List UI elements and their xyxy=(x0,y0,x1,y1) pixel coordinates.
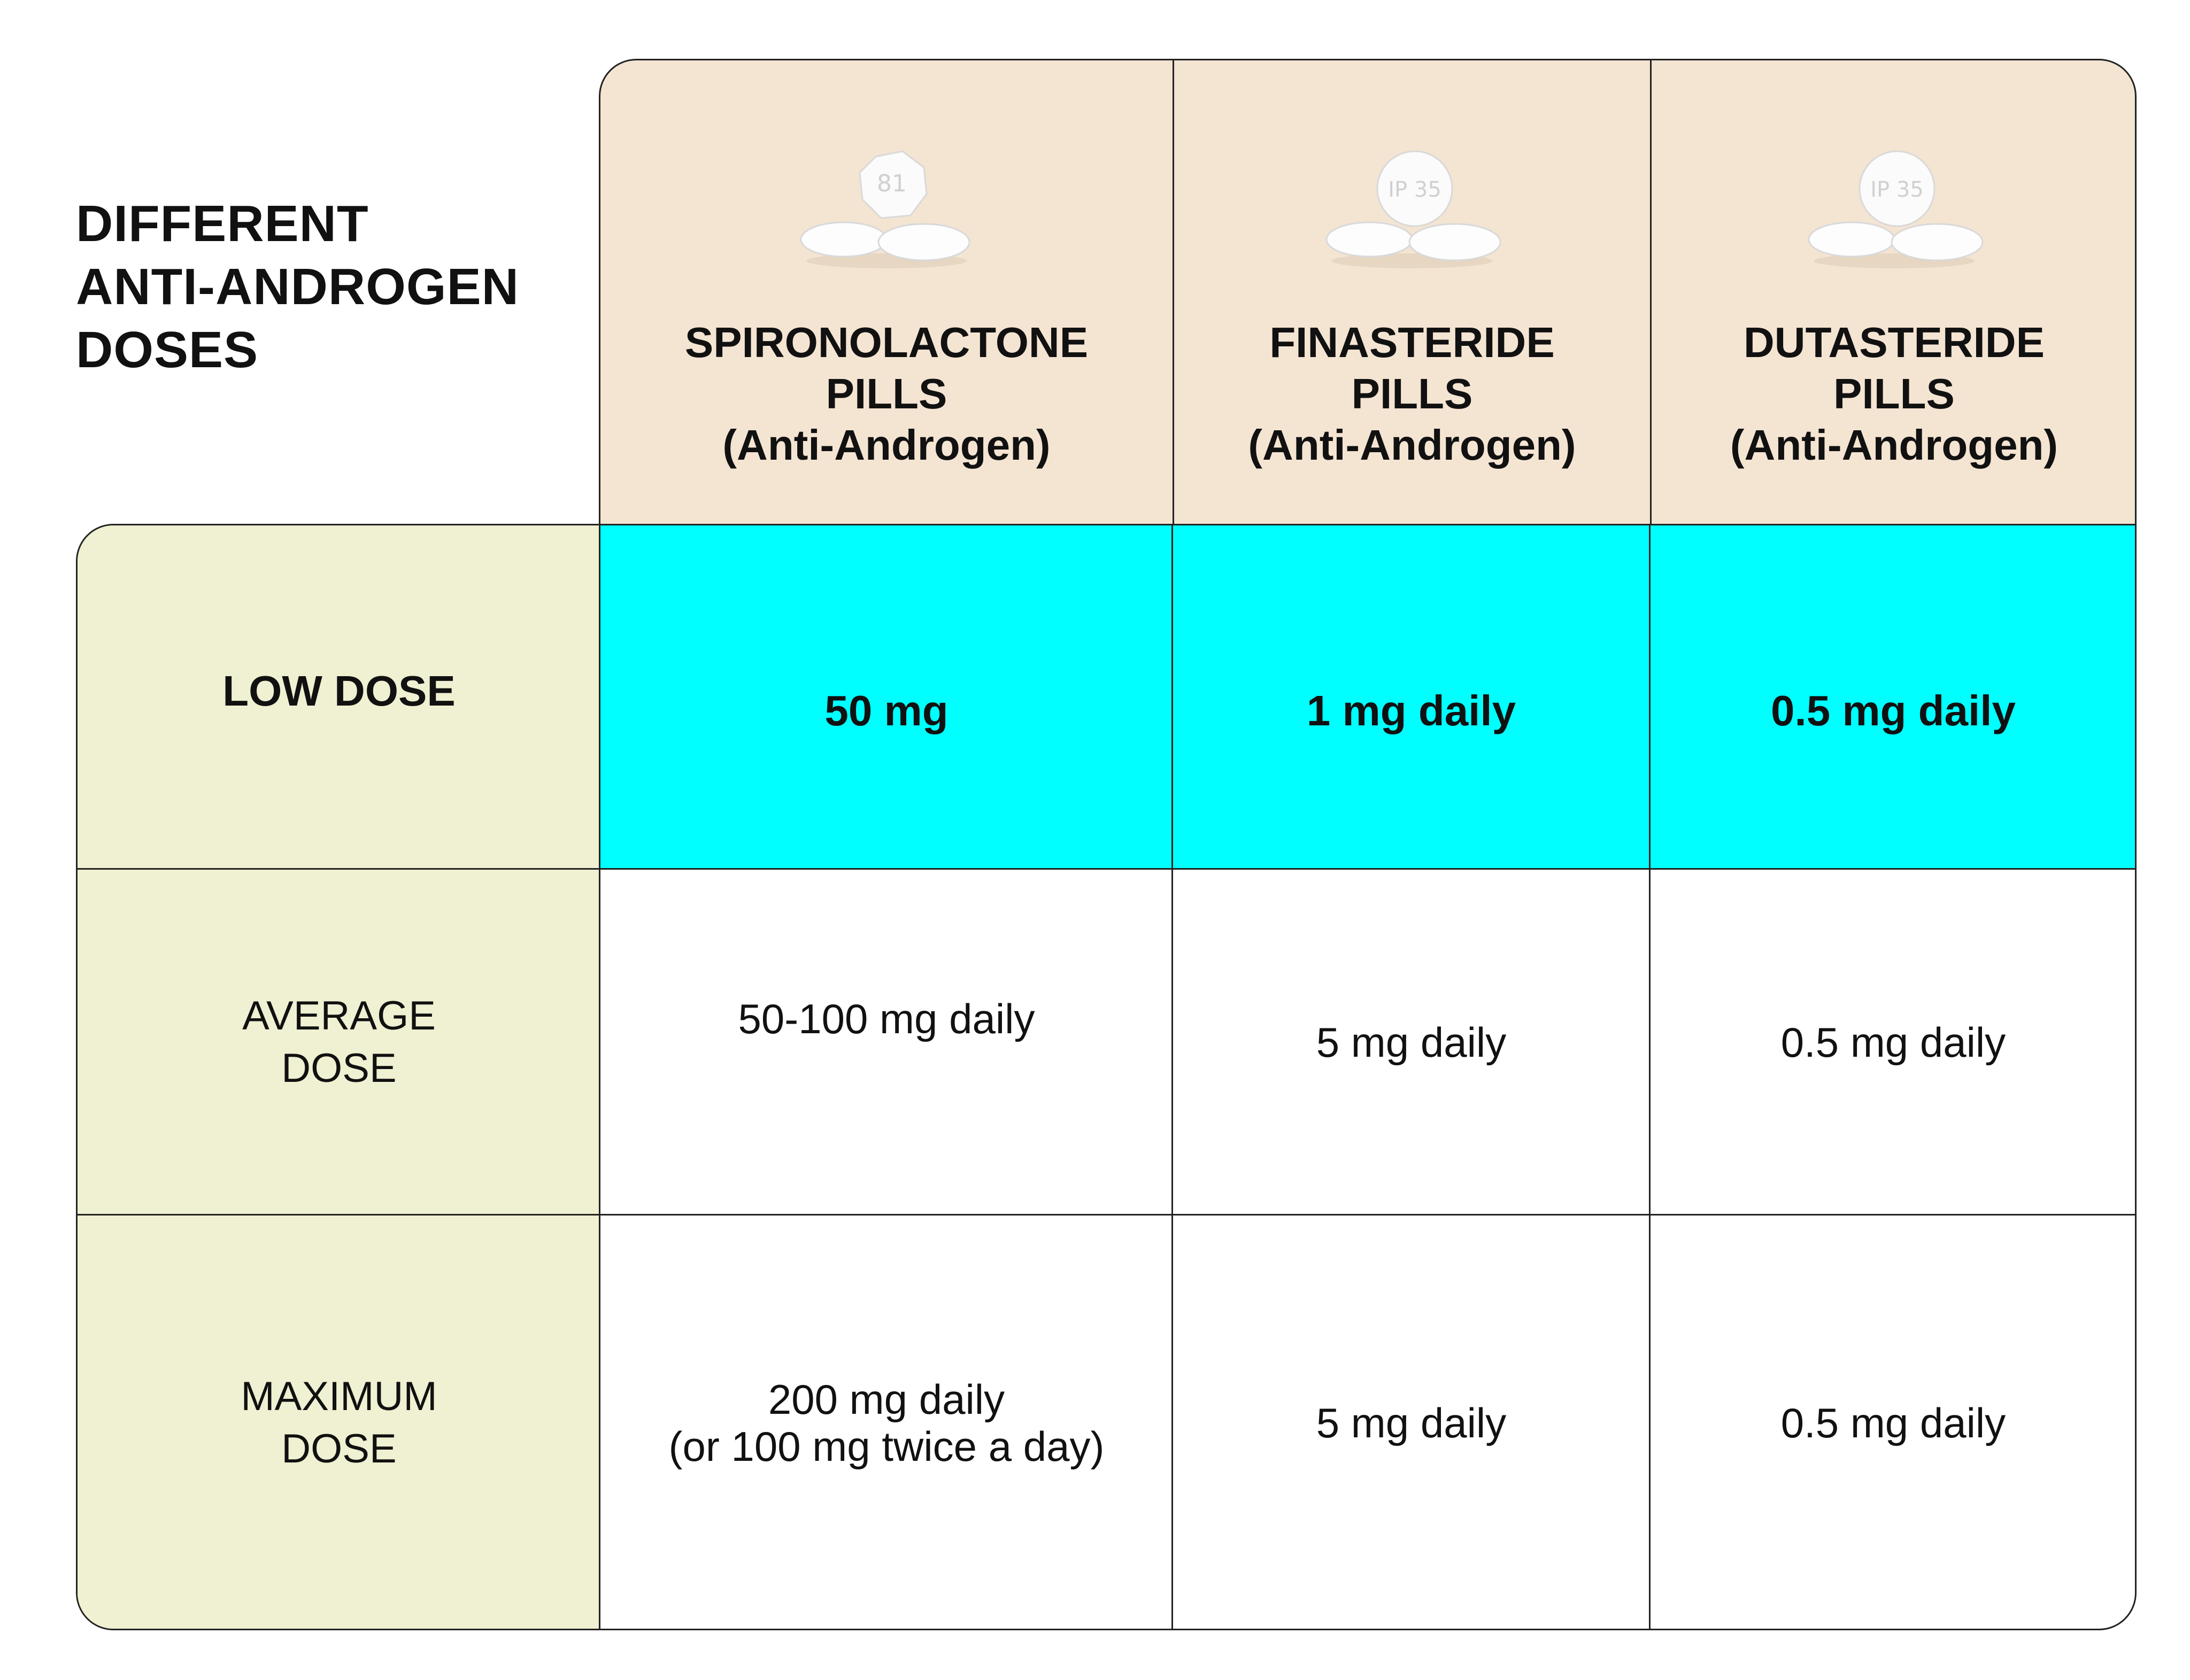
row-label-maximum-dose: MAXIMUM DOSE xyxy=(241,1373,437,1472)
title-line: DOSES xyxy=(76,321,259,378)
dose-table xyxy=(76,524,2137,1630)
column-header-dutasteride xyxy=(1650,60,2137,525)
column-divider xyxy=(1171,525,1173,1629)
row-label-average-dose: AVERAGE DOSE xyxy=(242,993,436,1091)
column-header-finasteride xyxy=(1173,60,1650,525)
title-line: DIFFERENT xyxy=(76,195,369,252)
table-cell: 50-100 mg daily xyxy=(738,995,1035,1042)
column-title: PILLS xyxy=(1833,370,1955,417)
column-subtitle: (Anti-Androgen) xyxy=(722,421,1051,469)
page-title xyxy=(76,192,589,382)
svg-text:IP 35: IP 35 xyxy=(1388,177,1441,202)
table-cell: 0.5 mg daily xyxy=(1650,525,2137,869)
table-cell: 50 mg xyxy=(600,525,1173,869)
table-header xyxy=(599,59,2137,524)
column-title: SPIRONOLACTONE xyxy=(684,319,1089,366)
table-cell: 1 mg daily xyxy=(1173,525,1650,869)
column-subtitle: (Anti-Androgen) xyxy=(1248,421,1576,469)
column-title: PILLS xyxy=(826,370,947,417)
table-cell: 5 mg daily xyxy=(1316,1399,1507,1446)
title-line: ANTI-ANDROGEN xyxy=(76,258,519,315)
row-label-low-dose: LOW DOSE xyxy=(222,667,456,715)
pills-icon xyxy=(1803,146,1985,274)
row-divider xyxy=(78,1214,2135,1216)
table-cell: 5 mg daily xyxy=(1316,1018,1507,1066)
pills-icon xyxy=(1321,146,1503,274)
table-cell: 200 mg daily (or 100 mg twice a day) xyxy=(668,1375,1105,1470)
column-title: PILLS xyxy=(1351,370,1473,417)
table-cell: 0.5 mg daily xyxy=(1780,1018,2006,1066)
column-subtitle: (Anti-Androgen) xyxy=(1730,421,2058,469)
column-title: FINASTERIDE xyxy=(1269,319,1555,366)
svg-text:81: 81 xyxy=(877,170,907,197)
table-cell: 0.5 mg daily xyxy=(1780,1399,2006,1446)
column-title: DUTASTERIDE xyxy=(1744,319,2045,366)
row-divider xyxy=(78,868,2135,870)
column-divider xyxy=(1649,525,1651,1629)
column-header-spironolactone xyxy=(600,60,1173,525)
svg-text:IP 35: IP 35 xyxy=(1870,177,1924,202)
pills-icon xyxy=(796,146,977,274)
